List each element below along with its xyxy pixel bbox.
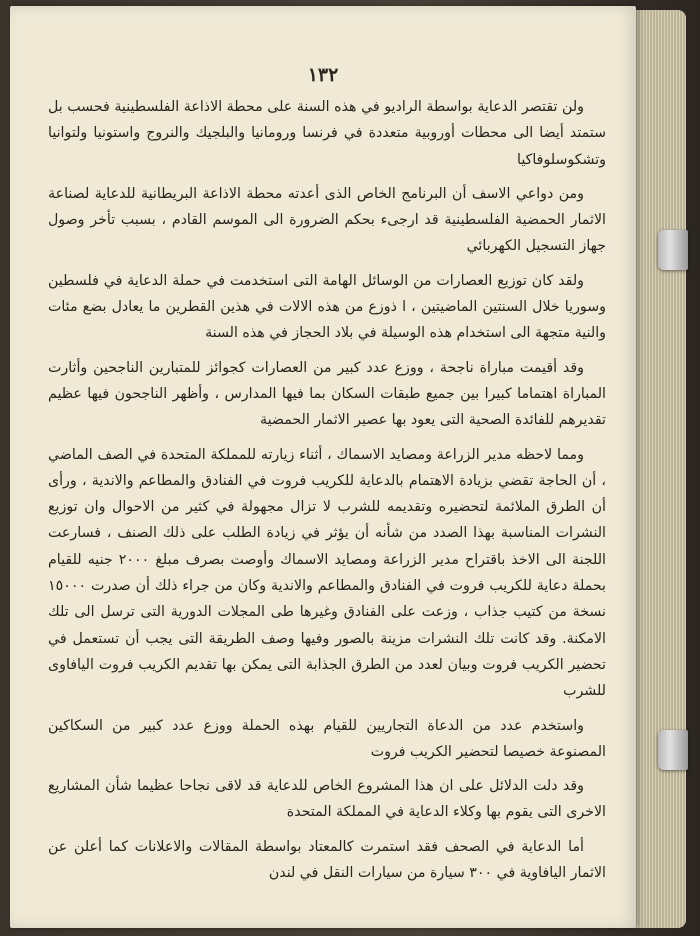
paragraph: واستخدم عدد من الدعاة التجاريين للقيام بهذه الحملة ووزع عدد كبير من السكاكين المصنوعة خصيصا لتحضير الكريب فروت (48, 717, 606, 760)
paragraph: ولقد كان توزيع العصارات من الوسائل الهامة التى استخدمت في حملة الدعاية في فلسطين وسوريا خلال السنتين الماضيتين ، ا ذوزع من هذه الالات في هذين القطرين ما يعادل بضع مئات والنية متجهة الى استخدام هذه الوسيلة في بلاد الحجاز في هذه السنة (48, 272, 606, 342)
binder-clip-bottom (658, 730, 688, 770)
page-number: ١٣٢ (307, 64, 339, 86)
paragraph: وقد دلت الدلائل على ان هذا المشروع الخاص للدعاية قد لاقى نجاحا عظيما شأن المشاريع الاخرى التى يقوم بها وكلاء الدعاية في المملكة المتحدة (48, 778, 606, 821)
paragraph: ولن تقتصر الدعاية بواسطة الراديو في هذه السنة على محطة الاذاعة الفلسطينية فحسب بل ستمتد أيضا الى محطات أوروبية متعددة في فرنسا ورومانيا والبلجيك والنروج واستونيا ولتوانيا وتشكوسلوفاكيا (48, 99, 606, 168)
paragraph: ومن دواعي الاسف أن البرنامج الخاص الذى أعدته محطة الاذاعة البريطانية للدعاية لصناعة الاثمار الحمضية الفلسطينية قد ارجىء بحكم الضرورة الى الموسم القادم ، بسبب تأخر وصول جهاز التسجيل الكهربائي (48, 185, 606, 255)
page-edges (628, 10, 686, 928)
book-page (10, 6, 636, 928)
page-text (48, 94, 606, 894)
paragraph: أما الدعاية في الصحف فقد استمرت كالمعتاد بواسطة المقالات والاعلانات كما أعلن عن الاثمار اليافاوية في ٣٠٠ سيارة من سيارات النقل في لندن (48, 838, 606, 882)
paragraph: وقد أقيمت مباراة ناجحة ، ووزع عدد كبير من العصارات كجوائز للمتبارين الناجحين وأثارت المباراة اهتماما كبيرا بين جميع طبقات السكان بما فيها المدارس ، وأظهر الناجحون فيها عظيم تقديرهم للفائدة الصحية التى يعود بها عصير الاثمار الحمضية (48, 359, 606, 429)
binder-clip-top (658, 230, 688, 270)
paragraph: ومما لاحظه مدير الزراعة ومصايد الاسماك ، أثناء زيارته للمملكة المتحدة في الصف الماضي ، أن الحاجة تقضي بزيادة الاهتمام بالدعاية للكريب فروت في الفنادق والمطاعم والاندية ، ورأى أن الطرق الملائمة لتحضيره وتقديمه للشرب لا تزال مجهولة في كثير من الاحوال وان توزيع النشرات المناسبة بهذا الصدد من شأنه أن يؤثر في زيادة الطلب على ذلك الصنف ، فسارعت اللجنة الى الاخذ باقتراح مدير الزراعة ومصايد الاسماك وأوصت بصرف مبلغ ٢٠٠٠ جنيه للقيام بحملة دعاية للكريب فروت في الفنادق والمطاعم والاندية وكان من جراء ذلك أن صدرت ١٥٠٠٠ نسخة من كتيب جذاب ، وزعت على الفنادق وغيرها طى المجلات الدورية التى ترسل الى تلك الامكنة. وقد كانت تلك النشرات مزينة بالصور وفيها وصف الطريقة التى يجب أن تستعمل في تحضير الكريب فروت وبيان لعدد من الطرق الجذابة التى يمكن بها تقديم الكريب فروت اليافاوى للشرب (48, 446, 606, 700)
